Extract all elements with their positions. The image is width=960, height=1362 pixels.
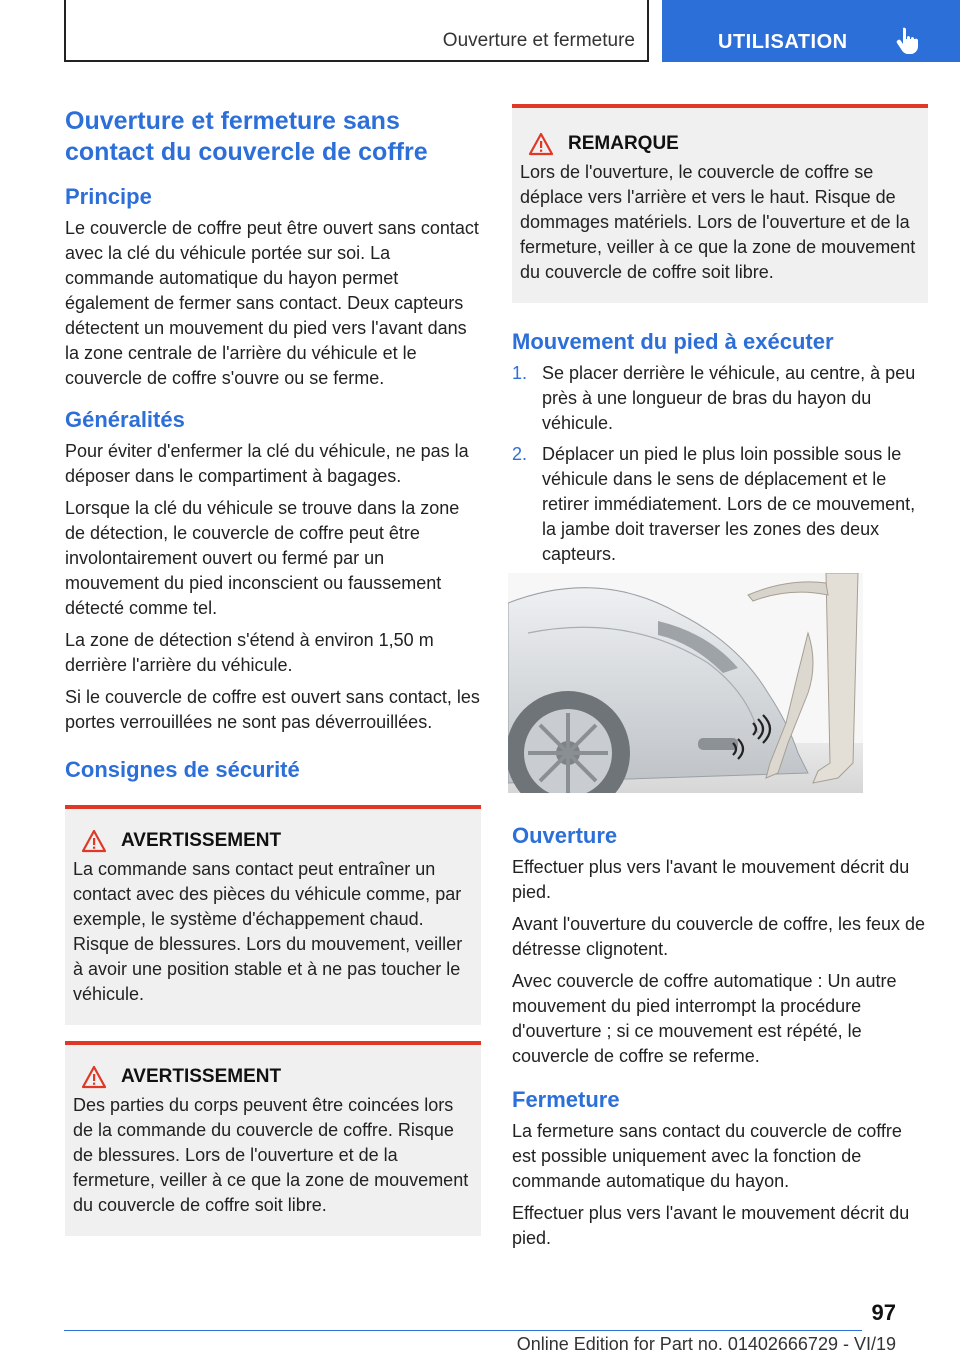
remarque-box	[512, 104, 928, 303]
list-item	[512, 361, 928, 436]
heading-ouverture: Ouverture	[512, 823, 618, 848]
step-text: Déplacer un pied le plus loin possible sous le véhicule dans le sens de déplacement et le retirer immédiatement. Lors de ce mouvement, la jambe doit traverser les zones des deux capteurs.	[542, 444, 916, 564]
step-number: 1.	[512, 363, 528, 383]
warning-title: AVERTISSEMENT	[121, 1066, 282, 1087]
step-number: 2.	[512, 444, 528, 464]
heading-mouvement: Mouvement du pied à exécuter	[512, 329, 834, 354]
ouverture-paragraph: Avec couvercle de coffre automatique : Un autre mouvement du pied interrompt la procédure d'ouverture ; si ce mouvement est répété, le couvercle de coffre se referme.	[512, 971, 897, 1066]
footer-divider	[64, 1330, 862, 1331]
hand-pointer-icon	[894, 26, 922, 54]
list-item	[512, 442, 928, 567]
heading-fermeture: Fermeture	[512, 1087, 620, 1112]
step-list	[512, 361, 928, 567]
warning-triangle-icon	[81, 1065, 107, 1089]
warning-box	[65, 1041, 481, 1236]
header-chapter-box	[64, 0, 649, 62]
remarque-text: Lors de l'ouverture, le couvercle de coffre se déplace vers l'arrière et vers le haut. Risque de dommages matériels. Lors de l'ouverture et de la fermeture, veiller à ce que la zone de mouvement du couvercle de coffre soit libre.	[520, 162, 916, 282]
warning-text: La commande sans contact peut entraîner un contact avec des pièces du véhicule comme, par exemple, le système d'échappement chaud. Risque de blessures. Lors du mouvement, veiller à avoir une position stable et à ne pas toucher le véhicule.	[73, 859, 463, 1004]
generalites-paragraph: La zone de détection s'étend à environ 1,50 m derrière l'arrière du véhicule.	[65, 630, 434, 675]
heading-principe: Principe	[65, 184, 152, 209]
heading-generalites: Généralités	[65, 407, 185, 432]
warning-box	[65, 805, 481, 1025]
remarque-title: REMARQUE	[568, 133, 679, 154]
fermeture-paragraph: Effectuer plus vers l'avant le mouvement décrit du pied.	[512, 1203, 910, 1248]
right-column	[512, 104, 928, 1258]
page-number: 97	[871, 1300, 896, 1325]
warning-triangle-icon	[528, 132, 554, 156]
principe-text: Le couvercle de coffre peut être ouvert sans contact avec la clé du véhicule portée sur soi. La commande automatique du hayon permet également de fermer sans contact. Deux capteurs détectent un mouvement du pied vers l'avant dans la zone centrale de l'arrière du véhicule et le couvercle de coffre s'ouvre ou se ferme.	[65, 218, 479, 388]
step-text: Se placer derrière le véhicule, au centre, à peu près à une longueur de bras du hayon du véhicule.	[542, 363, 916, 433]
warning-title: AVERTISSEMENT	[121, 830, 282, 851]
warning-text: Des parties du corps peuvent être coincées lors de la commande du couvercle de coffre. Risque de blessures. Lors de l'ouverture et de la fermeture, veiller à ce que la zone de mouvement du couvercle de coffre soit libre.	[73, 1095, 469, 1215]
header-section-tab	[662, 0, 960, 62]
ouverture-paragraph: Effectuer plus vers l'avant le mouvement décrit du pied.	[512, 857, 910, 902]
generalites-paragraph: Pour éviter d'enfermer la clé du véhicule, ne pas la déposer dans le compartiment à bagages.	[65, 441, 469, 486]
warning-triangle-icon	[81, 829, 107, 853]
foot-gesture-illustration	[508, 573, 863, 793]
header-section-label: UTILISATION	[718, 31, 848, 53]
header-chapter-title: Ouverture et fermeture	[442, 30, 635, 51]
main-title: Ouverture et fermeture sans contact du couvercle de coffre	[65, 107, 428, 166]
ouverture-paragraph: Avant l'ouverture du couvercle de coffre, les feux de détresse clignotent.	[512, 914, 926, 959]
fermeture-paragraph: La fermeture sans contact du couvercle de coffre est possible uniquement avec la fonction de commande automatique du hayon.	[512, 1121, 902, 1191]
heading-consignes: Consignes de sécurité	[65, 757, 300, 782]
left-column	[65, 100, 481, 1236]
footer-edition: Online Edition for Part no. 01402666729 - VI/19	[516, 1334, 896, 1354]
generalites-paragraph: Si le couvercle de coffre est ouvert sans contact, les portes verrouillées ne sont pas déverrouillées.	[65, 687, 480, 732]
generalites-paragraph: Lorsque la clé du véhicule se trouve dans la zone de détection, le couvercle de coffre peut être involontairement ouvert ou fermé par un mouvement du pied inconscient ou faussement détecté comme tel.	[65, 498, 460, 618]
car-rear-foot-illustration	[508, 573, 863, 793]
